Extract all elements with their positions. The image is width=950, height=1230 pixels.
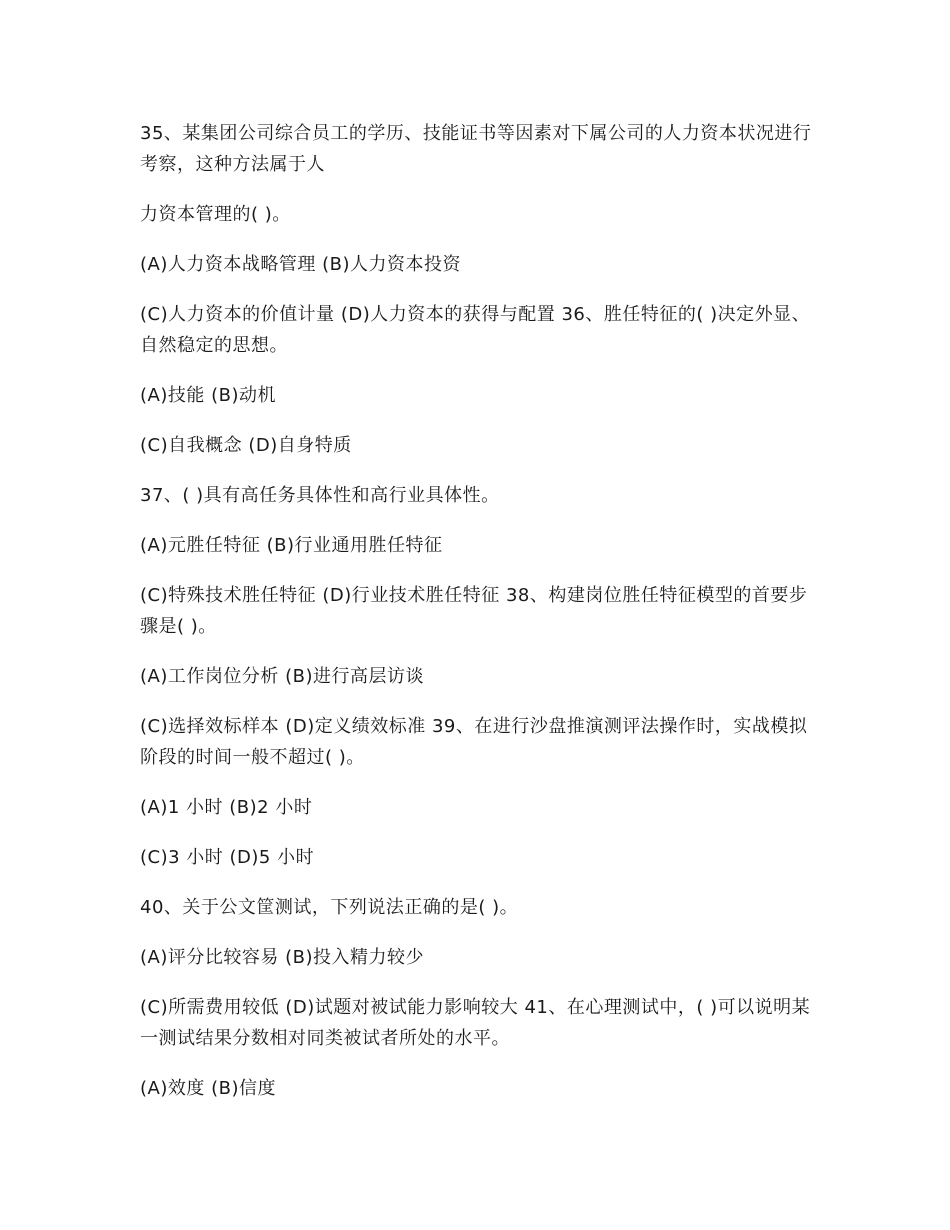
question-38-options-cd-question-39-stem: (C)选择效标样本 (D)定义绩效标准 39、在进行沙盘推演测评法操作时，实战模拟阶段的时间一般不超过( )。	[140, 716, 808, 768]
question-35-stem-line2: 力资本管理的( )。	[140, 204, 291, 225]
question-38-options-ab: (A)工作岗位分析 (B)进行高层访谈	[140, 666, 424, 687]
question-40-options-cd-question-41-stem: (C)所需费用较低 (D)试题对被试能力影响较大 41、在心理测试中，( )可以说明某一测试结果分数相对同类被试者所处的水平。	[140, 997, 811, 1049]
question-37-options-ab: (A)元胜任特征 (B)行业通用胜任特征	[140, 535, 443, 556]
question-40-stem: 40、关于公文筐测试，下列说法正确的是( )。	[140, 897, 519, 918]
question-39-options-ab: (A)1 小时 (B)2 小时	[140, 797, 313, 818]
question-37-options-cd-question-38-stem: (C)特殊技术胜任特征 (D)行业技术胜任特征 38、构建岗位胜任特征模型的首要步骤是( )。	[140, 585, 808, 637]
question-35-stem-line1: 35、某集团公司综合员工的学历、技能证书等因素对下属公司的人力资本状况进行考察，这种方法属于人	[140, 123, 812, 175]
question-39-options-cd: (C)3 小时 (D)5 小时	[140, 847, 315, 868]
question-36-options-ab: (A)技能 (B)动机	[140, 385, 276, 406]
question-36-options-cd: (C)自我概念 (D)自身特质	[140, 435, 352, 456]
question-35-options-ab: (A)人力资本战略管理 (B)人力资本投资	[140, 254, 461, 275]
question-40-options-ab: (A)评分比较容易 (B)投入精力较少	[140, 947, 424, 968]
question-37-stem: 37、( )具有高任务具体性和高行业具体性。	[140, 485, 500, 506]
question-35-options-cd-question-36-stem: (C)人力资本的价值计量 (D)人力资本的获得与配置 36、胜任特征的( )决定外显、自然稳定的思想。	[140, 304, 811, 356]
question-41-options-ab: (A)效度 (B)信度	[140, 1078, 276, 1099]
document-body	[140, 118, 820, 1123]
